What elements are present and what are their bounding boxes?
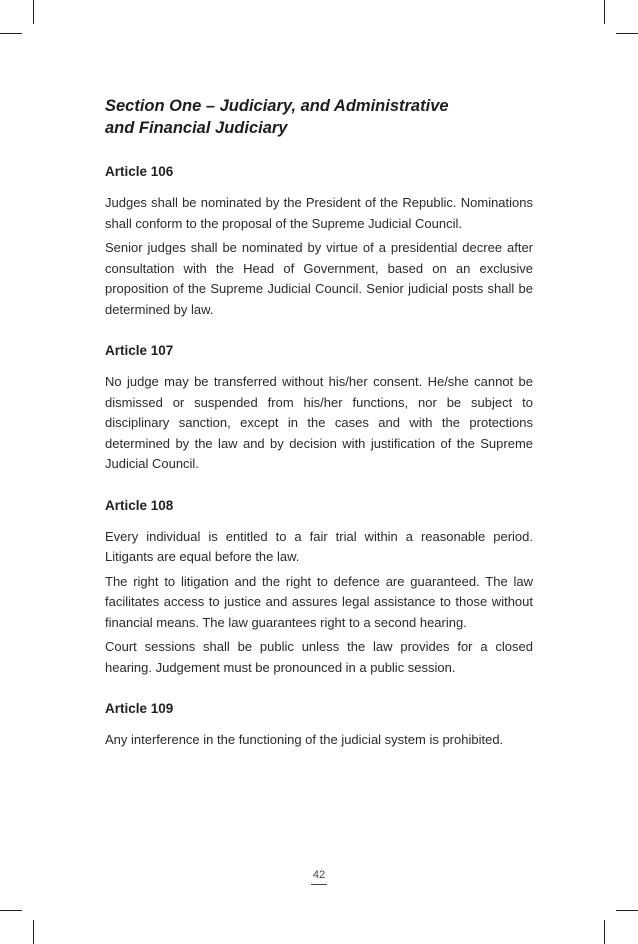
crop-mark-bottom-right-vertical xyxy=(604,920,605,944)
article-paragraph: Judges shall be nominated by the President of the Republic. Nominations shall conform to the proposal of the Supreme Judicial Council. xyxy=(105,195,533,231)
article-heading: Article 109 xyxy=(105,701,174,716)
article-paragraph: No judge may be transferred without his/her consent. He/she cannot be dismissed or suspended from his/her functions, nor be subject to disciplinary sanction, except in the cases and with the protections determined by the law and by decision with justification of the Supreme Judicial Council. xyxy=(105,374,533,471)
article-paragraph: The right to litigation and the right to defence are guaranteed. The law facilitates access to justice and assures legal assistance to those without financial means. The law guarantees right to a second hearing. xyxy=(105,573,533,630)
section-title-line-1: Section One – Judiciary, and Administrative xyxy=(105,97,449,115)
page-number xyxy=(0,869,638,885)
crop-mark-bottom-left-horizontal xyxy=(0,910,22,911)
crop-mark-top-left-vertical xyxy=(33,0,34,24)
article-paragraph: Court sessions shall be public unless the law provides for a closed hearing. Judgement must be pronounced in a public session. xyxy=(105,639,533,675)
page-number-value: 42 xyxy=(311,869,327,885)
crop-mark-top-left-horizontal xyxy=(0,33,22,34)
article-paragraph: Any interference in the functioning of the judicial system is prohibited. xyxy=(105,732,504,747)
article-heading: Article 108 xyxy=(105,497,174,513)
article-heading: Article 107 xyxy=(105,343,174,358)
article-paragraph: Senior judges shall be nominated by virtue of a presidential decree after consultation with the Head of Government, based on an exclusive proposition of the Supreme Judicial Council. Senior judicial posts shall be determined by law. xyxy=(105,240,533,317)
page-content xyxy=(105,95,533,773)
crop-mark-top-right-vertical xyxy=(604,0,605,24)
crop-mark-bottom-left-vertical xyxy=(33,920,34,944)
article-107 xyxy=(105,342,533,475)
crop-mark-bottom-right-horizontal xyxy=(616,910,638,911)
article-109 xyxy=(105,700,533,751)
section-title-line-2: and Financial Judiciary xyxy=(105,119,288,137)
article-paragraph: Every individual is entitled to a fair trial within a reasonable period. Litigants are equal before the law. xyxy=(105,528,533,564)
section-title xyxy=(105,95,533,139)
article-heading: Article 106 xyxy=(105,164,174,179)
article-106 xyxy=(105,163,533,320)
article-108 xyxy=(105,497,533,679)
crop-mark-top-right-horizontal xyxy=(616,33,638,34)
